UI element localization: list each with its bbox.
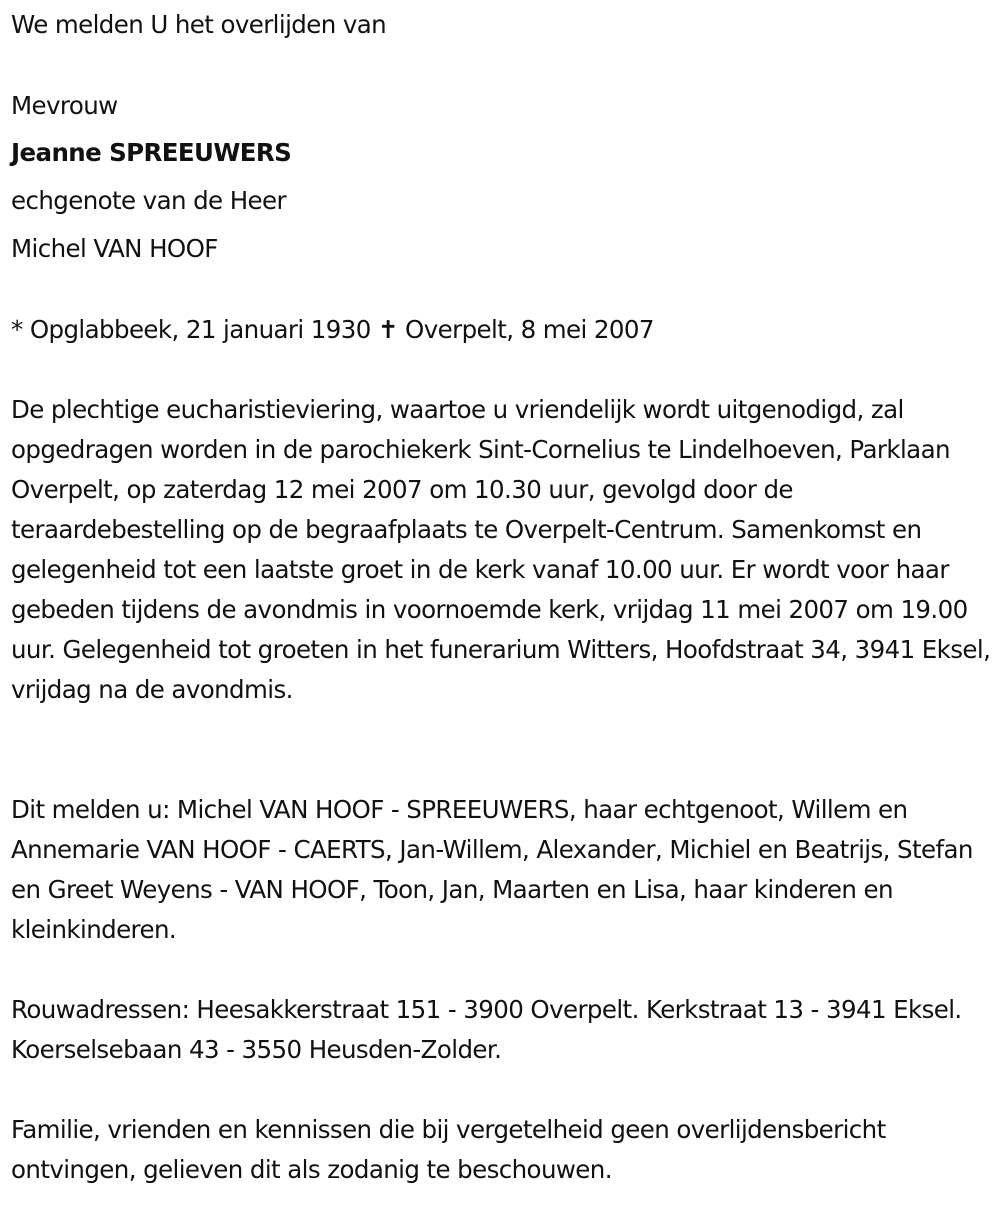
salutation: Mevrouw — [11, 91, 118, 120]
spouse-name: Michel VAN HOOF — [11, 234, 218, 263]
ceremony-paragraph: De plechtige eucharistieviering, waartoe u vriendelijk wordt uitgenodigd, zal opgedragen worden in de parochiekerk Sint-Cornelius te Lindelhoeven, Parklaan Overpelt, op zaterdag 12 mei 2007 om 10.30 uur, gevolgd door de teraardebestelling op de begraafplaats te Overpelt-Centrum. Samenkomst en gelegenheid tot een laatste groet in de kerk vanaf 10.00 uur. Er wordt voor haar gebeden tijdens de avondmis in voornoemde kerk, vrijdag 11 mei 2007 om 19.00 uur. Gelegenheid tot groeten in het funerarium Witters, Hoofdstraat 34, 3941 Eksel, vrijdag na de avondmis. — [11, 395, 991, 704]
addresses-paragraph: Rouwadressen: Heesakkerstraat 151 - 3900 Overpelt. Kerkstraat 13 - 3941 Eksel. Koerselsebaan 43 - 3550 Heusden-Zolder. — [11, 995, 962, 1064]
deceased-name: Jeanne SPREEUWERS — [11, 138, 292, 167]
family-paragraph: Dit melden u: Michel VAN HOOF - SPREEUWERS, haar echtgenoot, Willem en Annemarie VAN HOOF - CAERTS, Jan-Willem, Alexander, Michiel en Beatrijs, Stefan en Greet Weyens - VAN HOOF, Toon, Jan, Maarten en Lisa, haar kinderen en kleinkinderen. — [11, 795, 973, 944]
relation-text: echgenote van de Heer — [11, 186, 286, 215]
birth-death-dates: * Opglabbeek, 21 januari 1930 ✝ Overpelt, 8 mei 2007 — [11, 315, 654, 344]
intro-text: We melden U het overlijden van — [11, 10, 387, 39]
closing-paragraph: Familie, vrienden en kennissen die bij vergetelheid geen overlijdensbericht ontvingen, gelieven dit als zodanig te beschouwen. — [11, 1115, 886, 1184]
